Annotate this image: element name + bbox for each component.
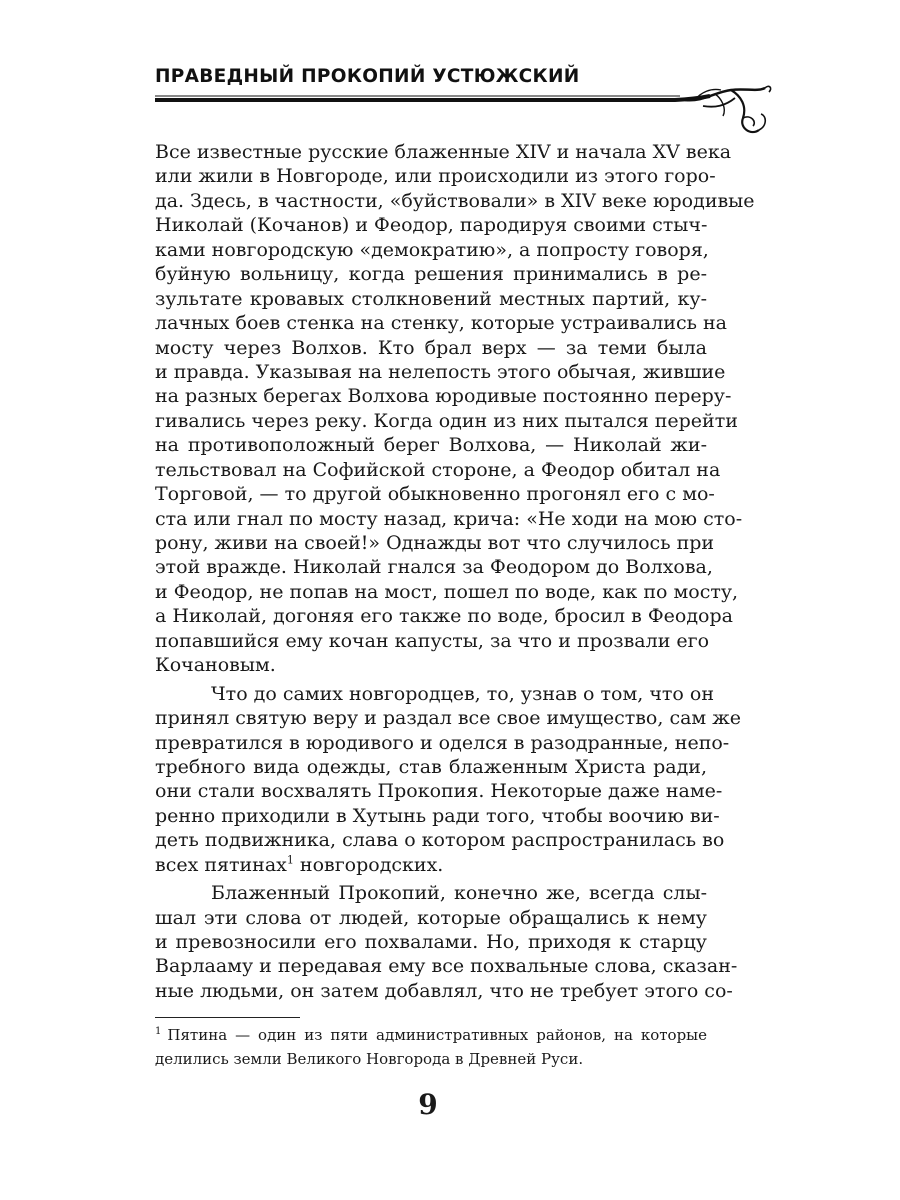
text-line: шал эти слова от людей, которые обращались к нему: [155, 906, 707, 929]
text-line: этой вражде. Николай гнался за Феодором до Волхова,: [155, 556, 713, 579]
text-line: гивались через реку. Когда один из них пытался перейти: [155, 409, 738, 432]
text-line: тельствовал на Софийской стороне, а Феодор обитал на: [155, 458, 721, 481]
text-line: лачных боев стенка на стенку, которые устраивались на: [155, 312, 727, 335]
footnote-reference[interactable]: 1: [286, 853, 294, 867]
text-line: Варлааму и передавая ему все похвальные слова, сказан-: [155, 955, 738, 978]
paragraph-3: [155, 881, 738, 1003]
text-line: деть подвижника, слава о котором распространилась во: [155, 829, 725, 852]
footnote-text: Пятина — один из пяти административных районов, на которые: [167, 1026, 707, 1044]
text-line: зультате кровавых столкновений местных партий, ку-: [155, 287, 707, 310]
text-line: на разных берегах Волхова юродивые постоянно переру-: [155, 385, 732, 408]
text-line: Что до самих новгородцев, то, узнав о том, что он: [211, 682, 714, 705]
running-header: [155, 66, 775, 146]
text-line: попавшийся ему кочан капусты, за что и прозвали его: [155, 629, 710, 652]
page-number: 9: [418, 1088, 438, 1121]
text-line: превратился в юродивого и оделся в разодранные, непо-: [155, 731, 730, 754]
text-line: ками новгородскую «демократию», а попросту говоря,: [155, 238, 709, 261]
footnote-number: 1: [155, 1026, 162, 1037]
text-line: требного вида одежды, став блаженным Христа ради,: [155, 755, 707, 778]
text-line: Торговой, — то другой обыкновенно прогонял его с мо-: [155, 483, 715, 506]
text-line: а Николай, догоняя его также по воде, бросил в Феодора: [155, 605, 733, 628]
text-line: ные людьми, он затем добавлял, что не требует этого со-: [155, 979, 733, 1002]
running-header-title: ПРАВЕДНЫЙ ПРОКОПИЙ УСТЮЖСКИЙ: [155, 66, 580, 87]
text-line: рону, живи на своей!» Однажды вот что случилось при: [155, 532, 715, 554]
text-line: Блаженный Прокопий, конечно же, всегда слы-: [211, 882, 707, 905]
text-line: буйную вольницу, когда решения принимались в ре-: [155, 263, 707, 286]
paragraph-1: [155, 140, 755, 678]
text-fragment: новгородских.: [293, 853, 444, 876]
text-line: да. Здесь, в частности, «буйствовали» в XIV веке юродивые: [155, 189, 755, 212]
text-fragment: всех пятинах: [155, 853, 287, 876]
footnote-divider: [155, 1017, 300, 1018]
main-text: [155, 140, 755, 1003]
text-line: и правда. Указывая на нелепость этого обычая, жившие: [155, 360, 726, 383]
text-line: и превозносили его похвалами. Но, приходя к старцу: [155, 931, 707, 953]
text-line: Кочановым.: [155, 654, 276, 677]
footnote-line: [155, 1023, 707, 1047]
text-line: Николай (Кочанов) и Феодор, пародируя своими стыч-: [155, 214, 708, 237]
text-line: ренно приходили в Хутынь ради того, чтобы воочию ви-: [155, 804, 720, 827]
text-line: Все известные русские блаженные XIV и начала XV века: [155, 141, 732, 163]
text-line: мосту через Волхов. Кто брал верх — за теми была: [155, 336, 707, 359]
text-line: [155, 853, 707, 877]
text-line: они стали восхвалять Прокопия. Некоторые даже наме-: [155, 780, 723, 803]
footnote: [155, 1023, 707, 1071]
paragraph-2: [155, 682, 741, 878]
text-line: ста или гнал по мосту назад, крича: «Не ходи на мою сто-: [155, 507, 743, 530]
footnote-line: делились земли Великого Новгорода в Древней Руси.: [155, 1050, 584, 1068]
text-line: принял святую веру и раздал все свое имущество, сам же: [155, 707, 741, 730]
text-line: на противоположный берег Волхова, — Николай жи-: [155, 434, 707, 457]
text-line: или жили в Новгороде, или происходили из этого горо-: [155, 165, 716, 188]
flourish-ornament-icon: [155, 84, 775, 146]
text-line: и Феодор, не попав на мост, пошел по воде, как по мосту,: [155, 580, 739, 603]
